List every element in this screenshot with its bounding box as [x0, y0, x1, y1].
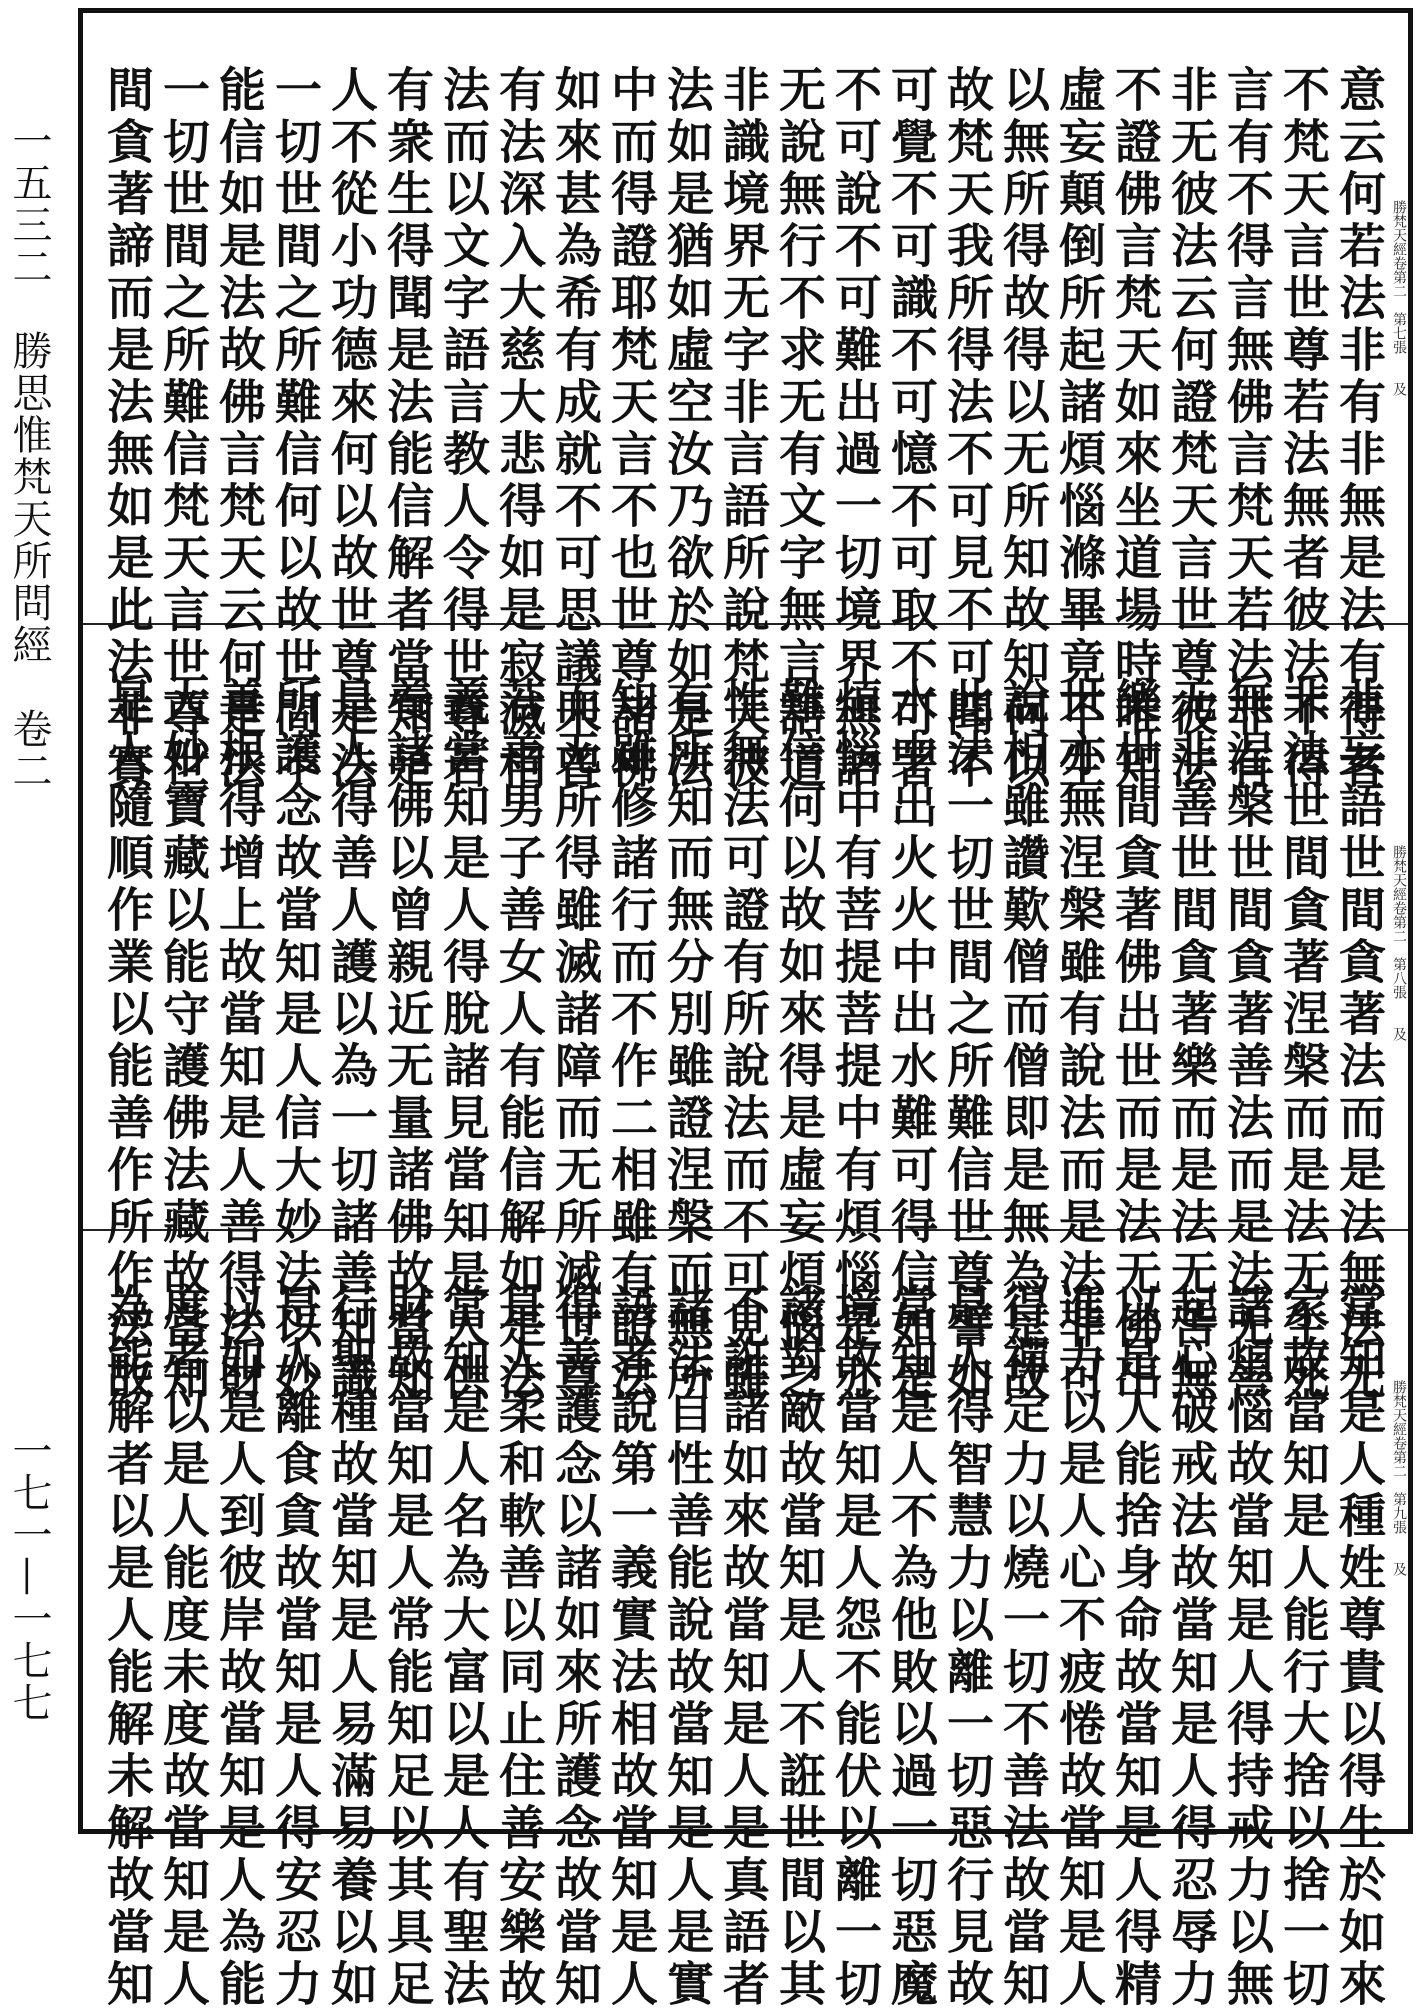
text-column: 不誑諸如來故當知是人是真語者: [715, 1283, 770, 2011]
panel-2: [83, 625, 1408, 1405]
text-column: 當知是人種姓尊貴以得生於如來: [1331, 1283, 1386, 2011]
page-margin: [6, 120, 52, 1840]
panel-3-header-note: 勝梵天經卷第二 第九張 及: [1391, 1380, 1407, 1576]
text-column: 得禪定力以燒一切不善法故當知: [995, 1283, 1050, 2011]
text-column: 水中出火火中出水難可得信如是: [883, 677, 938, 1405]
text-column: 世亦無涅槃雖有說法而是法非可: [1051, 677, 1106, 1405]
panel-3-columns: [98, 1283, 1386, 2011]
text-column: 樂世間貪著佛出世而是法无佛出: [1107, 677, 1162, 1405]
text-column: 為能解者以是人能解未解故當知: [99, 1283, 154, 2011]
text-column: 非識境界无字非言語所說梵天彼: [715, 65, 770, 793]
text-column: 諸對敵故當知是人不誑世間以其: [771, 1283, 826, 2011]
text-column: 以是人能捨身命故當知是人得精: [1107, 1283, 1162, 2011]
panel-1: [83, 13, 1408, 793]
text-column: 此法一切世間之所難信世尊譬如: [939, 677, 994, 1405]
text-column: 中而得證耶梵天言不也世尊諸佛: [603, 65, 658, 793]
text-column: 如來甚為希有成就不可思議未曾: [547, 65, 602, 793]
text-column: 語者說第一義實法相故當知是人: [603, 1283, 658, 2011]
text-column: 起心破戒法故當知是人得忍辱力: [1163, 1283, 1218, 2011]
text-column: 不證佛言梵天如來坐道場時唯知: [1107, 65, 1162, 793]
text-column: 不可說不可難出過一切境界無語: [827, 65, 882, 793]
text-column: 若善男子善女人有能信解如是法: [491, 677, 546, 1405]
text-column: 而无所得雖滅諸障而无所滅世尊: [547, 677, 602, 1405]
text-column: 度者以是人能度未度故當知是人: [155, 1283, 210, 2011]
text-column: 善根得增上故當知是人善得法財: [211, 677, 266, 1405]
text-column: 養諸佛以曾親近无量諸佛故當知: [379, 677, 434, 1405]
text-column: 諸煩惱故當知是人得持戒力以無: [1219, 1283, 1274, 2011]
text-column: 是人隨順作業以能善作所作法故: [99, 677, 154, 1405]
text-column: 有法深入大慈大悲得如是寂滅相: [491, 65, 546, 793]
text-column: 間貪著諦而是法無如是此法非實: [99, 65, 154, 793]
text-column: 是人得善人護以為一切諸善知識: [323, 677, 378, 1405]
text-column: 性無法可證有所說法而不可見雖: [715, 677, 770, 1405]
text-column: 當知是人不為他敗以過一切惡魔: [883, 1283, 938, 2011]
text-column: 一切世間之所難信何以故世間不: [267, 65, 322, 793]
text-column: 非妄語世間貪著法而是法無法无: [1331, 677, 1386, 1405]
text-column: 非法世間貪著涅槃而是法无生死: [1275, 677, 1330, 1405]
text-column: 无說無行不求无有文字無言語道: [771, 65, 826, 793]
text-column: 法如是猶如虛空汝乃欲於如是法: [659, 65, 714, 793]
text-column: 有所知而無分別雖證涅槃而無所: [659, 677, 714, 1405]
text-column: 行聖種故當知是人易滿易養以如: [323, 1283, 378, 2011]
text-column: 虛妄顛倒所起諸煩惱滌畢竟不生: [1051, 65, 1106, 793]
text-column: 諸法自性善能說故當知是人是實: [659, 1283, 714, 2011]
page-frame: [78, 8, 1413, 2011]
panel-1-header-note: 勝梵天經卷第二 第七張 及: [1391, 200, 1407, 396]
text-column: 无非善世間貪著樂而是法无苦無: [1163, 677, 1218, 1405]
text-column: 所護念故當知是人信大妙法以妙: [267, 677, 322, 1405]
text-column: 有衆生得聞是法能信解者當知是: [379, 65, 434, 793]
text-column: 無涅槃世間貪著善法而是法无善: [1219, 677, 1274, 1405]
text-column: 知雖修諸行而不作二相雖有證法: [603, 677, 658, 1405]
text-column: 人不從小功德來何以故世尊是法: [323, 65, 378, 793]
text-column: 以如是人到彼岸故當知是人為能: [211, 1283, 266, 2011]
text-column: 得善護念以諸如來所護念故當知: [547, 1283, 602, 2011]
text-column: 說相雖讚歎僧而僧即是無為是故: [995, 677, 1050, 1405]
text-column: 是人柔和軟善以同止住善安樂故: [491, 1283, 546, 2011]
text-column: 故梵天我所得法不可見不可聞不: [939, 65, 994, 793]
text-column: 不梵天言世尊若法無者彼法不得: [1275, 65, 1330, 793]
text-column: 非无彼法云何證梵天言世尊彼法: [1163, 65, 1218, 793]
text-column: 是人離食貪故當知是人得安忍力: [267, 1283, 322, 2011]
text-column: 難信何以故如來得是虛妄煩惱之: [771, 677, 826, 1405]
panel-3: [83, 1231, 1408, 2011]
margin-page-range: 一七一—一七七: [6, 1430, 52, 1724]
text-column: 煩惱中有菩提菩提中有煩惱是亦: [827, 677, 882, 1405]
text-column: 當知是人名為大富以是人有聖法: [435, 1283, 490, 2011]
margin-title: 一五三二 勝思惟梵天所問經 卷二: [6, 120, 52, 792]
text-column: 一切世間之所難信梵天言世尊世: [155, 65, 210, 793]
text-column: 境故當知是人怨不能伏以離一切: [827, 1283, 882, 2011]
panel-2-header-note: 勝梵天經卷第二 第八張 及: [1391, 845, 1407, 1041]
text-column: 義當知是人得脫諸見當知是人供: [435, 677, 490, 1405]
text-column: 家故當知是人能行大捨以捨一切: [1275, 1283, 1330, 2011]
text-column: 財故當知是人常能知足以其具足: [379, 1283, 434, 2011]
text-column: 以無所得故得以无所知故知何以: [995, 65, 1050, 793]
text-column: 大妙寶藏以能守護佛法藏故當知: [155, 677, 210, 1405]
text-column: 進力以是人心不疲惓故當知是人: [1051, 1283, 1106, 2011]
text-column: 言有不得言無佛言梵天若法非有: [1219, 65, 1274, 793]
text-column: 意云何若法非有非無是法有得者: [1331, 65, 1386, 793]
text-column: 可覺不可識不可憶不可取不可著: [883, 65, 938, 793]
text-column: 是人得智慧力以離一切惡行見故: [939, 1283, 994, 2011]
text-column: 能信如是法故佛言梵天云何是法: [211, 65, 266, 793]
text-column: 法而以文字語言教人令得世尊若: [435, 65, 490, 793]
